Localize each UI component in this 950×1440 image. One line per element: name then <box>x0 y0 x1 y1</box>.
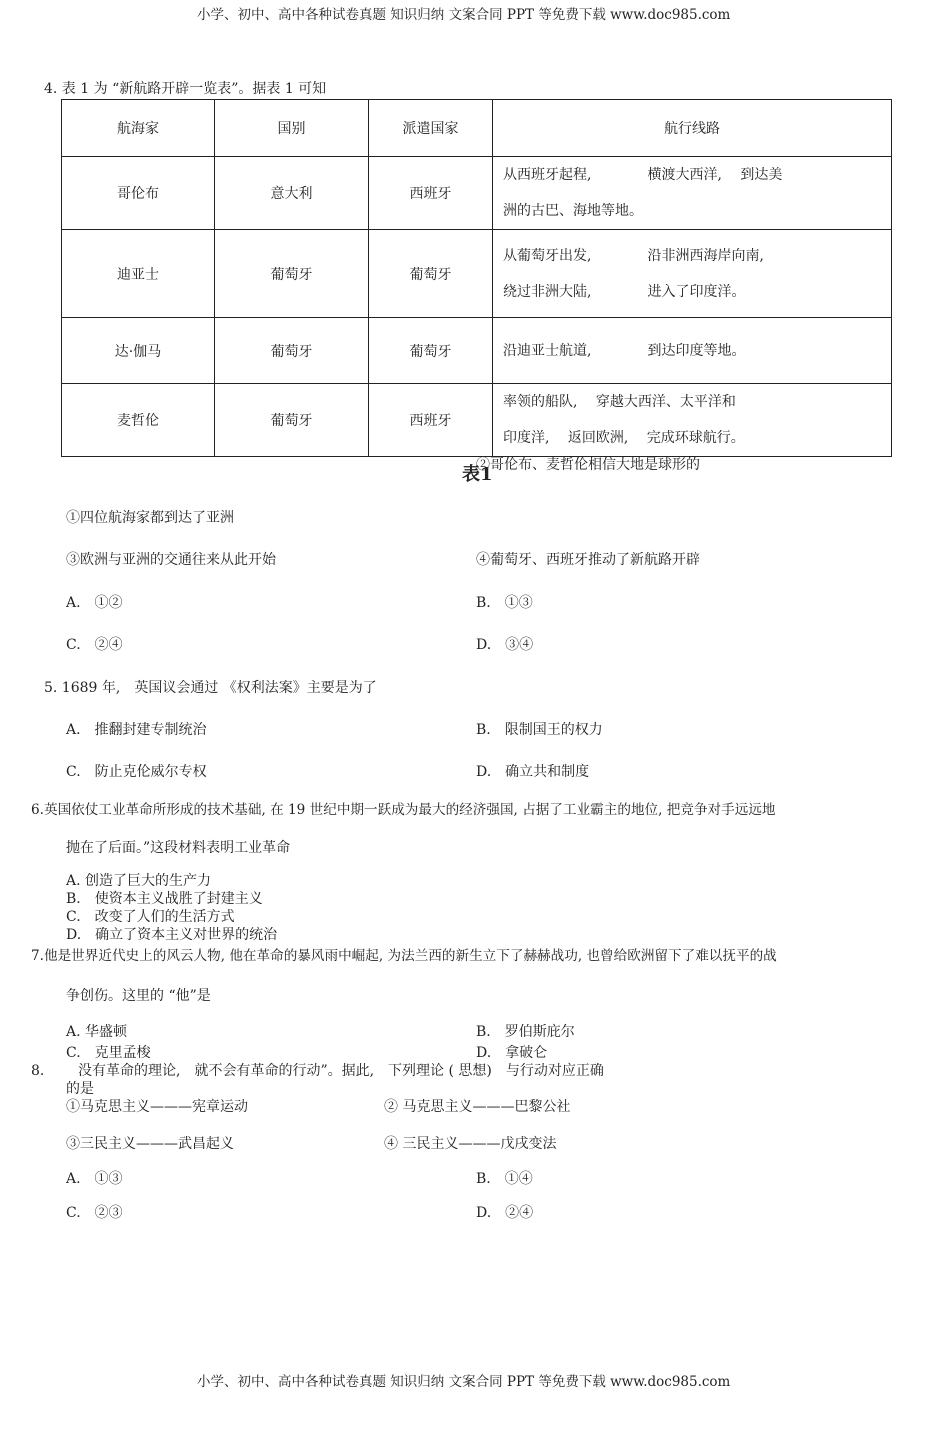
q5-choice-d: D. 确立共和制度 <box>476 764 590 780</box>
q5-choice-c: C. 防止克伦威尔专权 <box>66 764 207 780</box>
cell-navigator: 麦哲伦 <box>62 384 215 457</box>
q7-choice-b: B. 罗伯斯庇尔 <box>476 1024 575 1040</box>
q7-choice-c: C. 克里孟梭 <box>66 1045 151 1061</box>
route-line: 沿迪亚士航道, 到达印度等地。 <box>503 342 746 359</box>
cell-navigator: 哥伦布 <box>62 157 215 230</box>
q8-option-4: ④ 三民主义———戊戌变法 <box>384 1136 557 1152</box>
table-row <box>62 230 892 318</box>
cell-sponsor: 西班牙 <box>369 157 493 230</box>
header-route: 航行线路 <box>493 100 892 157</box>
q7-stem-line1: 7.他是世界近代史上的风云人物, 他在革命的暴风雨中崛起, 为法兰西的新生立下了赫赫战功, 也曾给欧洲留下了难以抚平的战 <box>31 948 777 964</box>
q8-option-3: ③三民主义———武昌起义 <box>66 1136 234 1152</box>
q4-option-3: ③欧洲与亚洲的交通往来从此开始 <box>66 552 276 568</box>
voyages-table <box>61 99 892 457</box>
table-row <box>62 318 892 384</box>
q4-option-4: ④葡萄牙、西班牙推动了新航路开辟 <box>476 552 700 568</box>
cell-route <box>493 384 892 457</box>
header-navigator: 航海家 <box>62 100 215 157</box>
header-country: 国别 <box>215 100 369 157</box>
q7-choice-d: D. 拿破仑 <box>476 1045 548 1061</box>
q4-choice-a: A. ①② <box>66 595 123 611</box>
cell-country: 葡萄牙 <box>215 230 369 318</box>
q4-stem: 4. 表 1 为 “新航路开辟一览表”。据表 1 可知 <box>44 81 327 97</box>
q4-choice-b: B. ①③ <box>476 595 533 611</box>
route-line: 洲的古巴、海地等地。 <box>503 203 643 219</box>
header-sponsor: 派遣国家 <box>369 100 493 157</box>
page-header: 小学、初中、高中各种试卷真题 知识归纳 文案合同 PPT 等免费下载 www.doc985.com <box>197 7 731 23</box>
cell-navigator: 达·伽马 <box>62 318 215 384</box>
route-line: 绕过非洲大陆, 进入了印度洋。 <box>503 283 746 300</box>
route-line: 率领的船队, 穿越大西洋、太平洋和 <box>503 394 736 410</box>
q8-choice-b: B. ①④ <box>476 1171 533 1187</box>
q6-stem-line2: 抛在了后面。”这段材料表明工业革命 <box>66 840 291 856</box>
cell-route <box>493 318 892 384</box>
cell-sponsor: 西班牙 <box>369 384 493 457</box>
q8-stem-line2: 的是 <box>66 1081 94 1097</box>
cell-sponsor: 葡萄牙 <box>369 318 493 384</box>
table-header-row <box>62 100 892 157</box>
q7-choice-a: A. 华盛顿 <box>66 1024 128 1040</box>
q4-choice-d: D. ③④ <box>476 637 534 653</box>
q5-choice-b: B. 限制国王的权力 <box>476 722 603 738</box>
route-line: 从西班牙起程, 横渡大西洋, 到达美 <box>503 167 783 183</box>
cell-route <box>493 230 892 318</box>
q8-choice-d: D. ②④ <box>476 1205 534 1221</box>
cell-country: 意大利 <box>215 157 369 230</box>
cell-country: 葡萄牙 <box>215 318 369 384</box>
table-caption: 表1 <box>462 464 493 485</box>
cell-country: 葡萄牙 <box>215 384 369 457</box>
q6-choice-b: B. 使资本主义战胜了封建主义 <box>66 891 263 907</box>
route-line: 从葡萄牙出发, 沿非洲西海岸向南, <box>503 247 764 264</box>
table-row <box>62 157 892 230</box>
q6-stem-line1: 6.英国依仗工业革命所形成的技术基础, 在 19 世纪中期一跃成为最大的经济强国, 占据了工业霸主的地位, 把竞争对手远远地 <box>31 802 776 818</box>
q6-choice-a: A. 创造了巨大的生产力 <box>66 873 212 889</box>
q4-option-1: ①四位航海家都到达了亚洲 <box>66 510 234 526</box>
q6-choice-d: D. 确立了资本主义对世界的统治 <box>66 927 278 943</box>
route-line: 印度洋, 返回欧洲, 完成环球航行。 <box>503 430 745 446</box>
cell-navigator: 迪亚士 <box>62 230 215 318</box>
q7-stem-line2: 争创伤。这里的 “他”是 <box>66 988 211 1004</box>
q8-stem-line1: 没有革命的理论, 就不会有革命的行动”。据此, 下列理论 ( 思想) 与行动对应正确 <box>78 1063 604 1079</box>
page-footer: 小学、初中、高中各种试卷真题 知识归纳 文案合同 PPT 等免费下载 www.doc985.com <box>197 1374 731 1390</box>
table-row <box>62 384 892 457</box>
q4-option-2: ②哥伦布、麦哲伦相信大地是球形的 <box>476 457 700 473</box>
q8-option-1: ①马克思主义———宪章运动 <box>66 1099 248 1115</box>
q8-number: 8. <box>31 1063 45 1079</box>
q5-choice-a: A. 推翻封建专制统治 <box>66 722 207 738</box>
q8-option-2: ② 马克思主义———巴黎公社 <box>384 1099 571 1115</box>
cell-route <box>493 157 892 230</box>
q6-choice-c: C. 改变了人们的生活方式 <box>66 909 235 925</box>
cell-sponsor: 葡萄牙 <box>369 230 493 318</box>
q8-choice-a: A. ①③ <box>66 1171 123 1187</box>
q5-stem: 5. 1689 年, 英国议会通过 《权利法案》主要是为了 <box>44 680 377 696</box>
q4-choice-c: C. ②④ <box>66 637 123 653</box>
q8-choice-c: C. ②③ <box>66 1205 123 1221</box>
